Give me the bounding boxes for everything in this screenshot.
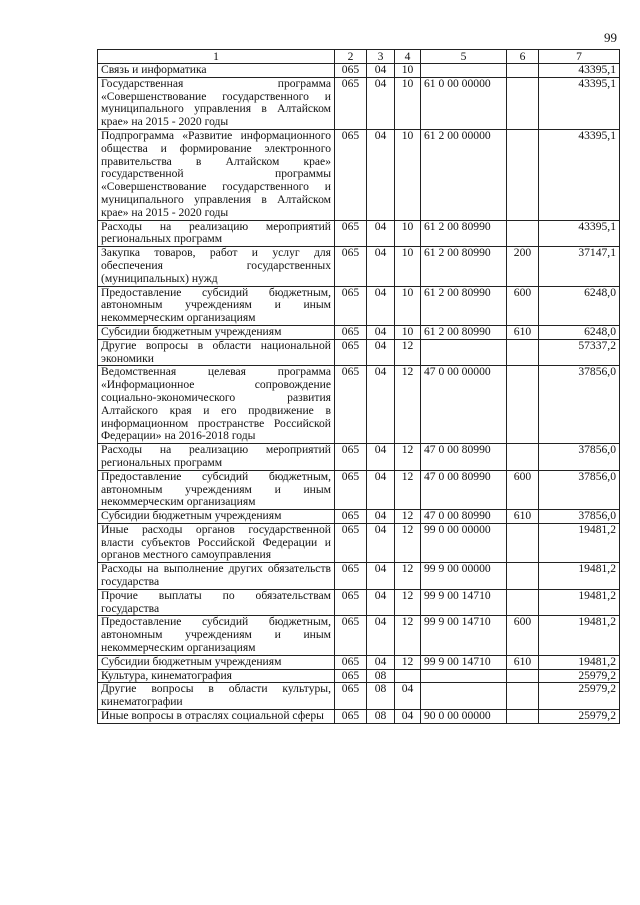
expense-type-cell: 610	[507, 510, 539, 524]
subsection-code-cell: 10	[395, 325, 421, 339]
section-code-cell: 04	[367, 616, 395, 655]
budget-table	[97, 49, 620, 724]
section-code-cell: 04	[367, 523, 395, 562]
amount-cell: 19481,2	[539, 589, 620, 616]
subsection-code-cell: 10	[395, 129, 421, 220]
target-item-cell: 99 9 00 14710	[421, 616, 507, 655]
row-name-cell: Предоставление субсидий бюджетным, автономным учреждениям и иным некоммерческим организациям	[98, 286, 335, 325]
target-item-cell: 61 2 00 80990	[421, 220, 507, 247]
target-item-cell: 47 0 00 00000	[421, 366, 507, 444]
table-row	[98, 366, 620, 444]
subsection-code-cell: 12	[395, 366, 421, 444]
subsection-code-cell: 04	[395, 683, 421, 710]
ministry-code-cell: 065	[335, 77, 367, 129]
column-header: 2	[335, 50, 367, 64]
target-item-cell	[421, 683, 507, 710]
table-header-row	[98, 50, 620, 64]
target-item-cell: 47 0 00 80990	[421, 510, 507, 524]
target-item-cell: 99 9 00 00000	[421, 563, 507, 590]
target-item-cell: 99 9 00 14710	[421, 589, 507, 616]
ministry-code-cell: 065	[335, 220, 367, 247]
target-item-cell: 61 2 00 80990	[421, 325, 507, 339]
ministry-code-cell: 065	[335, 510, 367, 524]
expense-type-cell	[507, 444, 539, 471]
row-name-cell: Предоставление субсидий бюджетным, автономным учреждениям и иным некоммерческим организациям	[98, 470, 335, 509]
row-name-cell: Иные вопросы в отраслях социальной сферы	[98, 710, 335, 724]
amount-cell: 37856,0	[539, 366, 620, 444]
section-code-cell: 08	[367, 669, 395, 683]
expense-type-cell	[507, 710, 539, 724]
ministry-code-cell: 065	[335, 286, 367, 325]
subsection-code-cell: 10	[395, 77, 421, 129]
section-code-cell: 04	[367, 589, 395, 616]
table-row	[98, 220, 620, 247]
target-item-cell: 90 0 00 00000	[421, 710, 507, 724]
subsection-code-cell: 10	[395, 286, 421, 325]
section-code-cell: 04	[367, 563, 395, 590]
table-row	[98, 710, 620, 724]
row-name-cell: Прочие выплаты по обязательствам государства	[98, 589, 335, 616]
amount-cell: 19481,2	[539, 616, 620, 655]
section-code-cell: 04	[367, 339, 395, 366]
target-item-cell: 61 2 00 80990	[421, 247, 507, 286]
row-name-cell: Другие вопросы в области культуры, кинематографии	[98, 683, 335, 710]
table-row	[98, 669, 620, 683]
ministry-code-cell: 065	[335, 669, 367, 683]
subsection-code-cell: 10	[395, 64, 421, 78]
ministry-code-cell: 065	[335, 470, 367, 509]
section-code-cell: 04	[367, 470, 395, 509]
amount-cell: 37147,1	[539, 247, 620, 286]
table-row	[98, 129, 620, 220]
target-item-cell	[421, 669, 507, 683]
table-row	[98, 616, 620, 655]
expense-type-cell	[507, 523, 539, 562]
row-name-cell: Подпрограмма «Развитие информационного общества и формирование электронного правительства в Алтайском крае» государственной программы «Совершенствование государственного и муниципального управления в Алтайском крае» на 2015 - 2020 годы	[98, 129, 335, 220]
section-code-cell: 04	[367, 247, 395, 286]
table-row	[98, 470, 620, 509]
expense-type-cell	[507, 563, 539, 590]
section-code-cell: 04	[367, 77, 395, 129]
expense-type-cell	[507, 589, 539, 616]
ministry-code-cell: 065	[335, 339, 367, 366]
expense-type-cell: 610	[507, 325, 539, 339]
amount-cell: 19481,2	[539, 523, 620, 562]
expense-type-cell: 600	[507, 470, 539, 509]
row-name-cell: Государственная программа «Совершенствование государственного и муниципального управления в Алтайском крае» на 2015 - 2020 годы	[98, 77, 335, 129]
table-row	[98, 510, 620, 524]
table-row	[98, 286, 620, 325]
section-code-cell: 04	[367, 325, 395, 339]
expense-type-cell	[507, 129, 539, 220]
table-row	[98, 64, 620, 78]
amount-cell: 43395,1	[539, 77, 620, 129]
row-name-cell: Закупка товаров, работ и услуг для обеспечения государственных (муниципальных) нужд	[98, 247, 335, 286]
subsection-code-cell: 12	[395, 655, 421, 669]
target-item-cell: 47 0 00 80990	[421, 444, 507, 471]
table-row	[98, 247, 620, 286]
table-row	[98, 339, 620, 366]
amount-cell: 6248,0	[539, 286, 620, 325]
row-name-cell: Расходы на реализацию мероприятий региональных программ	[98, 220, 335, 247]
expense-type-cell: 600	[507, 616, 539, 655]
row-name-cell: Связь и информатика	[98, 64, 335, 78]
ministry-code-cell: 065	[335, 129, 367, 220]
target-item-cell: 61 2 00 00000	[421, 129, 507, 220]
amount-cell: 25979,2	[539, 710, 620, 724]
table-row	[98, 563, 620, 590]
subsection-code-cell: 10	[395, 247, 421, 286]
amount-cell: 19481,2	[539, 563, 620, 590]
expense-type-cell	[507, 683, 539, 710]
table-row	[98, 77, 620, 129]
section-code-cell: 08	[367, 710, 395, 724]
page-number: 99	[604, 30, 617, 45]
subsection-code-cell: 12	[395, 510, 421, 524]
ministry-code-cell: 065	[335, 523, 367, 562]
expense-type-cell	[507, 669, 539, 683]
section-code-cell: 04	[367, 129, 395, 220]
section-code-cell: 08	[367, 683, 395, 710]
row-name-cell: Субсидии бюджетным учреждениям	[98, 325, 335, 339]
column-header: 7	[539, 50, 620, 64]
ministry-code-cell: 065	[335, 683, 367, 710]
expense-type-cell	[507, 220, 539, 247]
amount-cell: 6248,0	[539, 325, 620, 339]
table-row	[98, 683, 620, 710]
expense-type-cell	[507, 339, 539, 366]
section-code-cell: 04	[367, 510, 395, 524]
section-code-cell: 04	[367, 64, 395, 78]
expense-type-cell	[507, 77, 539, 129]
section-code-cell: 04	[367, 286, 395, 325]
column-header: 5	[421, 50, 507, 64]
expense-type-cell: 200	[507, 247, 539, 286]
subsection-code-cell: 12	[395, 616, 421, 655]
subsection-code-cell: 12	[395, 444, 421, 471]
ministry-code-cell: 065	[335, 444, 367, 471]
section-code-cell: 04	[367, 444, 395, 471]
row-name-cell: Расходы на выполнение других обязательств государства	[98, 563, 335, 590]
subsection-code-cell	[395, 669, 421, 683]
subsection-code-cell: 12	[395, 339, 421, 366]
row-name-cell: Культура, кинематография	[98, 669, 335, 683]
column-header: 4	[395, 50, 421, 64]
column-header: 6	[507, 50, 539, 64]
amount-cell: 37856,0	[539, 510, 620, 524]
amount-cell: 43395,1	[539, 129, 620, 220]
expense-type-cell	[507, 366, 539, 444]
target-item-cell: 99 9 00 14710	[421, 655, 507, 669]
column-header: 1	[98, 50, 335, 64]
ministry-code-cell: 065	[335, 563, 367, 590]
amount-cell: 57337,2	[539, 339, 620, 366]
row-name-cell: Иные расходы органов государственной власти субъектов Российской Федерации и органов местного самоуправления	[98, 523, 335, 562]
subsection-code-cell: 12	[395, 470, 421, 509]
table-row	[98, 589, 620, 616]
target-item-cell	[421, 339, 507, 366]
table-row	[98, 523, 620, 562]
row-name-cell: Ведомственная целевая программа «Информационное сопровождение социально-экономического развития Алтайского края и его продвижение в информационном пространстве Российской Федерации» на 2016-2018 годы	[98, 366, 335, 444]
ministry-code-cell: 065	[335, 64, 367, 78]
subsection-code-cell: 12	[395, 563, 421, 590]
ministry-code-cell: 065	[335, 589, 367, 616]
expense-type-cell: 610	[507, 655, 539, 669]
target-item-cell: 61 0 00 00000	[421, 77, 507, 129]
target-item-cell: 99 0 00 00000	[421, 523, 507, 562]
ministry-code-cell: 065	[335, 710, 367, 724]
expense-type-cell	[507, 64, 539, 78]
target-item-cell: 61 2 00 80990	[421, 286, 507, 325]
table-row	[98, 325, 620, 339]
subsection-code-cell: 12	[395, 523, 421, 562]
amount-cell: 25979,2	[539, 669, 620, 683]
amount-cell: 25979,2	[539, 683, 620, 710]
table-row	[98, 655, 620, 669]
column-header: 3	[367, 50, 395, 64]
row-name-cell: Расходы на реализацию мероприятий региональных программ	[98, 444, 335, 471]
ministry-code-cell: 065	[335, 325, 367, 339]
section-code-cell: 04	[367, 366, 395, 444]
subsection-code-cell: 10	[395, 220, 421, 247]
section-code-cell: 04	[367, 220, 395, 247]
expense-type-cell: 600	[507, 286, 539, 325]
row-name-cell: Другие вопросы в области национальной экономики	[98, 339, 335, 366]
row-name-cell: Субсидии бюджетным учреждениям	[98, 655, 335, 669]
section-code-cell: 04	[367, 655, 395, 669]
row-name-cell: Субсидии бюджетным учреждениям	[98, 510, 335, 524]
amount-cell: 37856,0	[539, 470, 620, 509]
subsection-code-cell: 04	[395, 710, 421, 724]
ministry-code-cell: 065	[335, 366, 367, 444]
ministry-code-cell: 065	[335, 616, 367, 655]
amount-cell: 43395,1	[539, 220, 620, 247]
amount-cell: 19481,2	[539, 655, 620, 669]
target-item-cell: 47 0 00 80990	[421, 470, 507, 509]
table-body	[98, 64, 620, 724]
amount-cell: 43395,1	[539, 64, 620, 78]
amount-cell: 37856,0	[539, 444, 620, 471]
table-row	[98, 444, 620, 471]
ministry-code-cell: 065	[335, 247, 367, 286]
row-name-cell: Предоставление субсидий бюджетным, автономным учреждениям и иным некоммерческим организациям	[98, 616, 335, 655]
target-item-cell	[421, 64, 507, 78]
ministry-code-cell: 065	[335, 655, 367, 669]
subsection-code-cell: 12	[395, 589, 421, 616]
